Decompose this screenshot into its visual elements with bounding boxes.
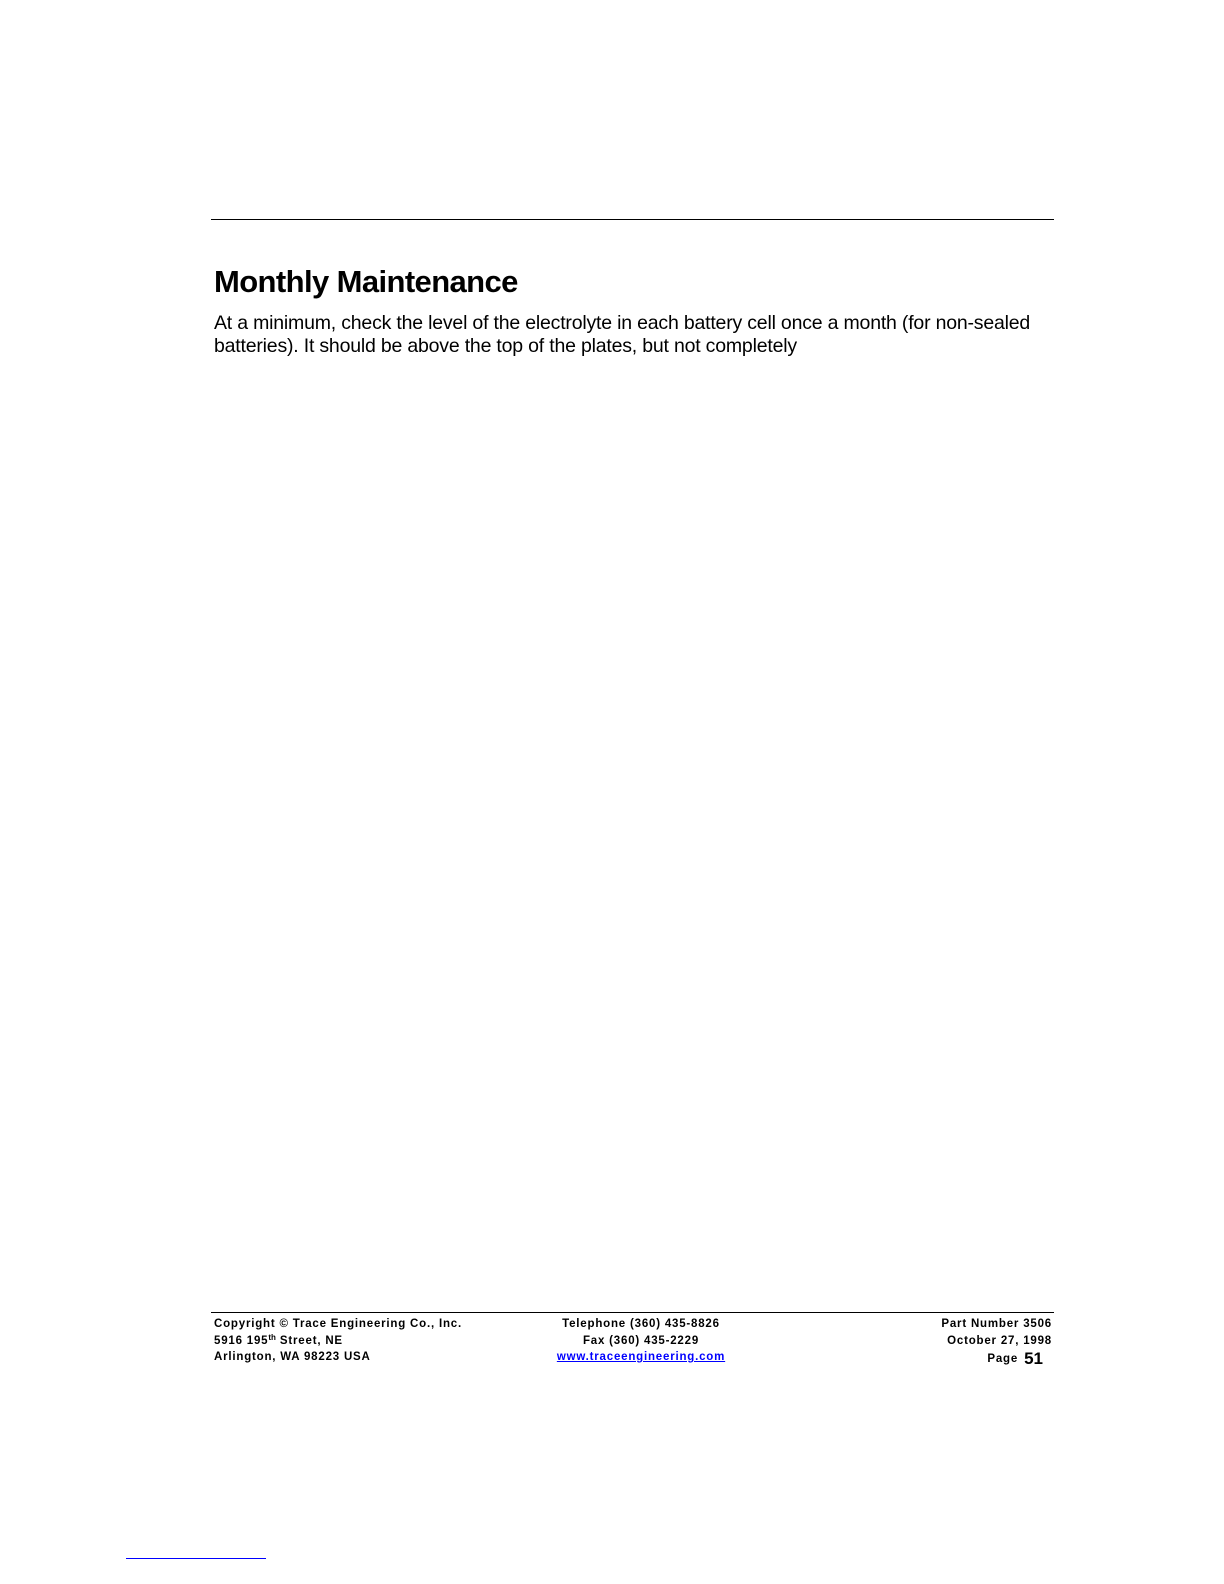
footer-telephone: Telephone (360) 435-8826: [562, 1318, 720, 1330]
section-heading: Monthly Maintenance: [214, 264, 518, 299]
footer-part-number: Part Number 3506: [941, 1318, 1052, 1330]
footer-copyright: Copyright © Trace Engineering Co., Inc.: [214, 1318, 462, 1330]
page-number: 51: [1024, 1349, 1043, 1368]
footer-street-address: [214, 1333, 462, 1350]
body-paragraph: At a minimum, check the level of the electrolyte in each battery cell once a month (for non-sealed batteries). It should be above the top of the plates, but not completely: [214, 312, 1031, 357]
footer-divider: [211, 1312, 1054, 1313]
footer-city: Arlington, WA 98223 USA: [214, 1351, 371, 1363]
footer-document-info: [941, 1316, 1052, 1368]
street-name: Street, NE: [275, 1334, 343, 1347]
footer-contact-info: [546, 1316, 736, 1366]
footer-page: [941, 1349, 1052, 1368]
footer-company-info: [214, 1316, 462, 1366]
footer-website-link[interactable]: www.traceengineering.com: [556, 1351, 726, 1363]
ordinal-suffix: th: [268, 1332, 276, 1342]
header-divider: [211, 219, 1054, 220]
footer-date: October 27, 1998: [947, 1334, 1052, 1347]
footer-fax: Fax (360) 435-2229: [582, 1334, 700, 1347]
footnote-separator-line: [126, 1558, 266, 1559]
page-label: Page: [987, 1353, 1019, 1365]
street-number: 5916 195: [214, 1334, 269, 1347]
